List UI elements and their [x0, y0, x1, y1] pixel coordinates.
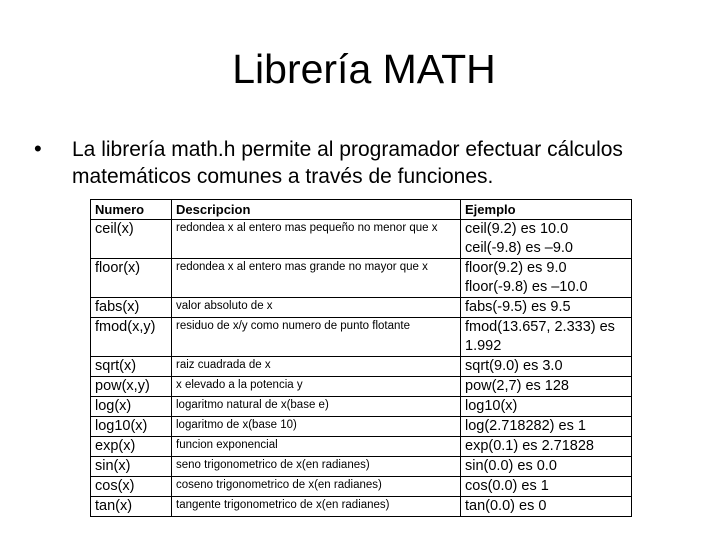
- header-numero: Numero: [91, 200, 172, 220]
- cell-ejemplo: [461, 497, 632, 517]
- cell-numero: log(x): [91, 397, 172, 417]
- table-row: [91, 457, 632, 477]
- ejemplo-line: log10(x): [465, 398, 518, 414]
- header-descripcion: Descripcion: [172, 200, 461, 220]
- cell-ejemplo: [461, 417, 632, 437]
- bullet-icon: •: [34, 136, 42, 161]
- cell-ejemplo: [461, 357, 632, 377]
- cell-numero: ceil(x): [91, 220, 172, 259]
- cell-descripcion: logaritmo de x(base 10): [172, 417, 461, 437]
- cell-ejemplo: [461, 298, 632, 318]
- table-row: [91, 437, 632, 457]
- cell-descripcion: seno trigonometrico de x(en radianes): [172, 457, 461, 477]
- table-row: [91, 220, 632, 259]
- cell-descripcion: redondea x al entero mas grande no mayor que x: [172, 259, 461, 298]
- ejemplo-line: sin(0.0) es 0.0: [465, 458, 557, 474]
- cell-numero: fabs(x): [91, 298, 172, 318]
- table-row: [91, 377, 632, 397]
- ejemplo-line: cos(0.0) es 1: [465, 478, 549, 494]
- table-row: [91, 497, 632, 517]
- cell-numero: fmod(x,y): [91, 318, 172, 357]
- ejemplo-line: exp(0.1) es 2.71828: [465, 438, 594, 454]
- ejemplo-line: floor(9.2) es 9.0: [465, 260, 567, 276]
- cell-numero: floor(x): [91, 259, 172, 298]
- bullet-text: La librería math.h permite al programador efectuar cálculos matemáticos comunes a través de funciones.: [72, 138, 623, 188]
- cell-descripcion: raiz cuadrada de x: [172, 357, 461, 377]
- cell-descripcion: logaritmo natural de x(base e): [172, 397, 461, 417]
- cell-ejemplo: [461, 397, 632, 417]
- cell-numero: tan(x): [91, 497, 172, 517]
- cell-ejemplo: [461, 477, 632, 497]
- math-functions-table: [90, 199, 632, 517]
- table-row: [91, 417, 632, 437]
- cell-numero: sin(x): [91, 457, 172, 477]
- ejemplo-line: floor(-9.8) es –10.0: [465, 279, 588, 295]
- cell-descripcion: residuo de x/y como numero de punto flotante: [172, 318, 461, 357]
- cell-ejemplo: [461, 437, 632, 457]
- ejemplo-line: ceil(-9.8) es –9.0: [465, 240, 573, 256]
- cell-descripcion: x elevado a la potencia y: [172, 377, 461, 397]
- ejemplo-line: tan(0.0) es 0: [465, 498, 547, 514]
- cell-numero: cos(x): [91, 477, 172, 497]
- ejemplo-line: ceil(9.2) es 10.0: [465, 221, 569, 237]
- ejemplo-line: pow(2,7) es 128: [465, 378, 569, 394]
- table-row: [91, 397, 632, 417]
- cell-ejemplo: [461, 318, 632, 357]
- cell-descripcion: tangente trigonometrico de x(en radianes): [172, 497, 461, 517]
- cell-numero: sqrt(x): [91, 357, 172, 377]
- cell-descripcion: valor absoluto de x: [172, 298, 461, 318]
- ejemplo-line: 1.992: [465, 338, 502, 354]
- cell-ejemplo: [461, 259, 632, 298]
- cell-ejemplo: [461, 457, 632, 477]
- header-ejemplo: Ejemplo: [461, 200, 632, 220]
- slide-title: Librería MATH: [232, 46, 496, 92]
- cell-descripcion: coseno trigonometrico de x(en radianes): [172, 477, 461, 497]
- table-header-row: [91, 200, 632, 220]
- ejemplo-line: log(2.718282) es 1: [465, 418, 586, 434]
- cell-descripcion: funcion exponencial: [172, 437, 461, 457]
- cell-ejemplo: [461, 377, 632, 397]
- cell-numero: log10(x): [91, 417, 172, 437]
- cell-ejemplo: [461, 220, 632, 259]
- table-row: [91, 357, 632, 377]
- table-row: [91, 477, 632, 497]
- table-row: [91, 298, 632, 318]
- ejemplo-line: fabs(-9.5) es 9.5: [465, 299, 571, 315]
- cell-numero: pow(x,y): [91, 377, 172, 397]
- table-row: [91, 318, 632, 357]
- ejemplo-line: fmod(13.657, 2.333) es: [465, 319, 615, 335]
- ejemplo-line: sqrt(9.0) es 3.0: [465, 358, 563, 374]
- cell-descripcion: redondea x al entero mas pequeño no menor que x: [172, 220, 461, 259]
- table-row: [91, 259, 632, 298]
- cell-numero: exp(x): [91, 437, 172, 457]
